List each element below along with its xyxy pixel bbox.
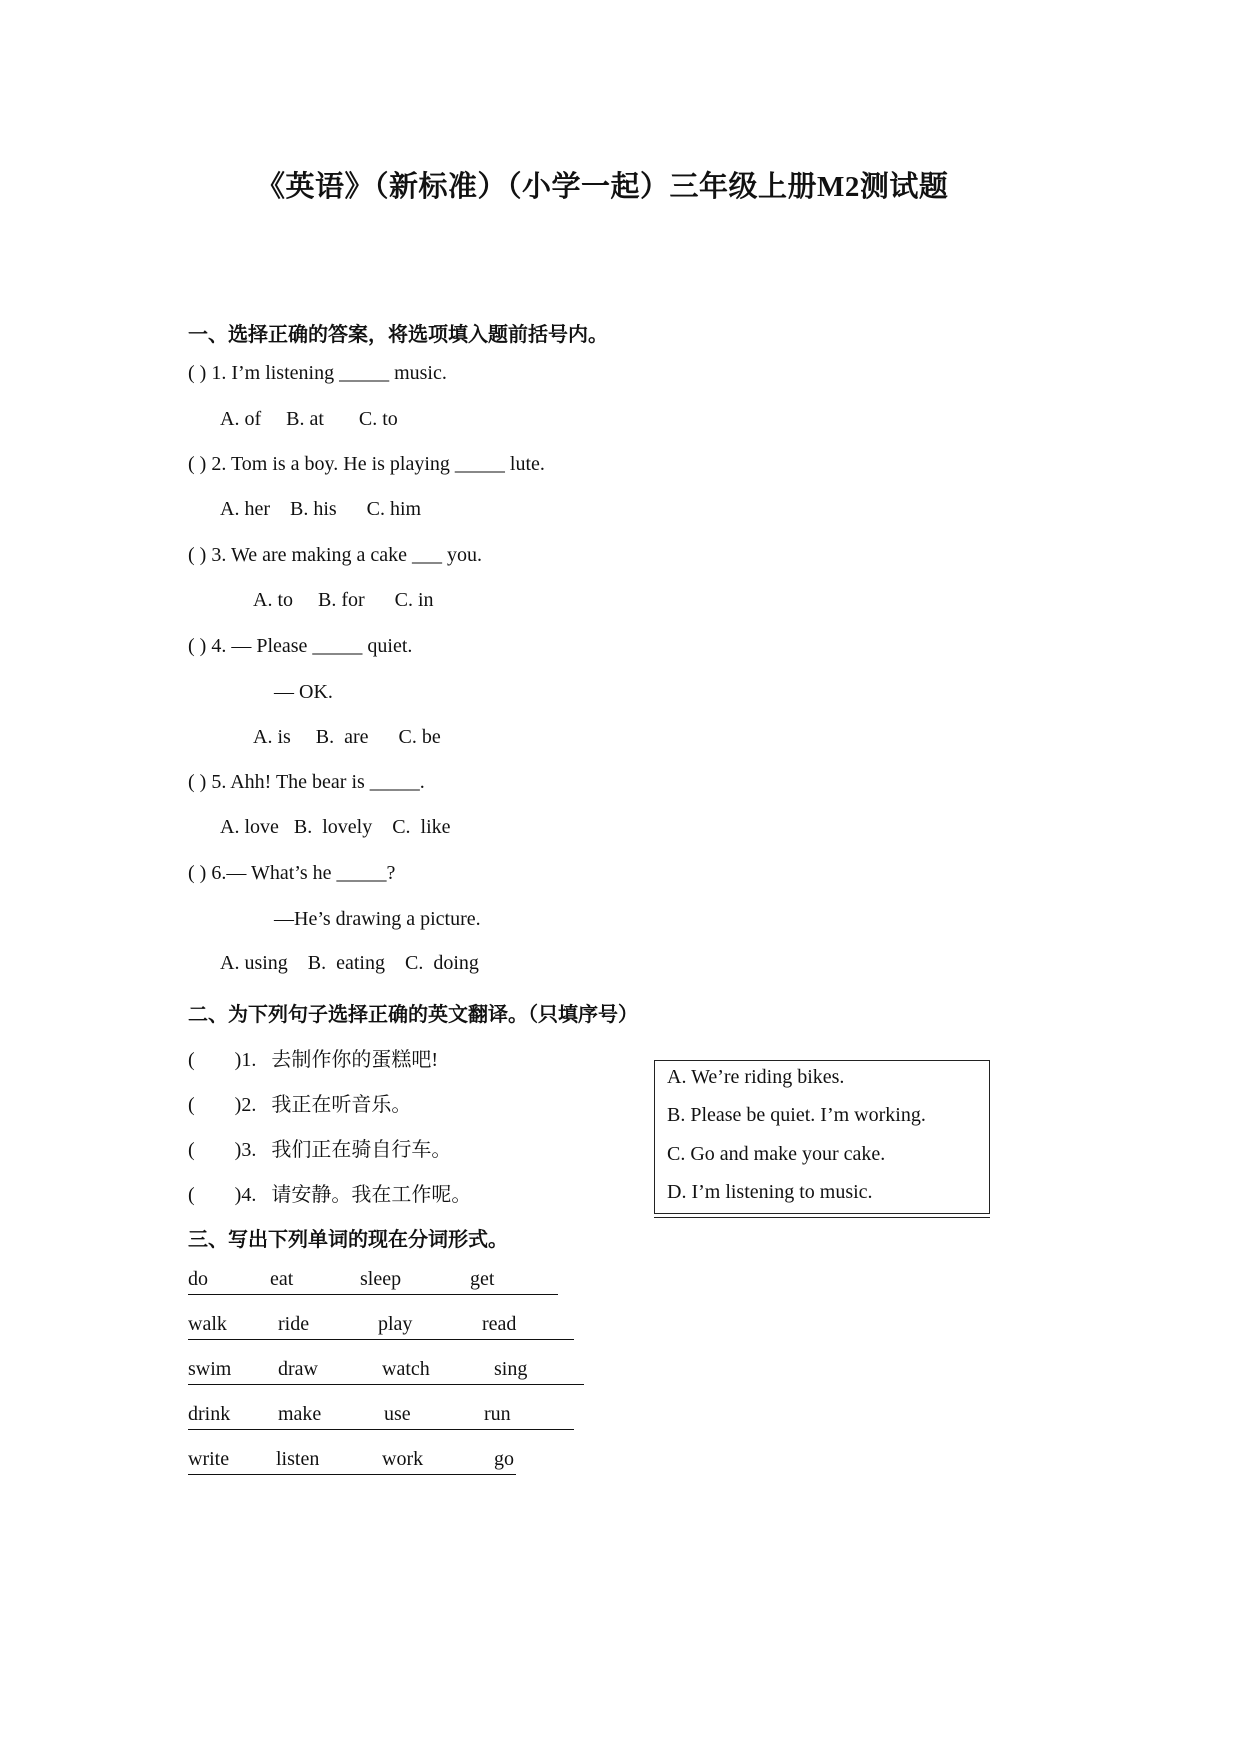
word: write — [188, 1448, 230, 1470]
answer-option-a: A. We’re riding bikes. — [667, 1066, 845, 1088]
word: sleep — [360, 1268, 402, 1290]
question-4-options: A. is B. are C. be — [253, 726, 441, 748]
word: eat — [270, 1268, 294, 1290]
question-4-reply: — OK. — [274, 681, 333, 703]
word: go — [494, 1448, 514, 1470]
word: do — [188, 1268, 208, 1290]
word: swim — [188, 1358, 232, 1380]
answer-options-box — [654, 1060, 990, 1214]
question-4: ( ) 4. — Please _____ quiet. — [188, 635, 413, 657]
answer-option-c: C. Go and make your cake. — [667, 1143, 886, 1165]
answer-option-b: B. Please be quiet. I’m working. — [667, 1104, 926, 1126]
question-3: ( ) 3. We are making a cake ___ you. — [188, 544, 483, 566]
question-1: ( ) 1. I’m listening _____ music. — [188, 362, 447, 384]
question-2-options: A. her B. his C. him — [220, 498, 422, 520]
answer-blank-line[interactable] — [188, 1339, 574, 1340]
word: ride — [278, 1313, 310, 1335]
word: sing — [494, 1358, 528, 1380]
word: watch — [382, 1358, 430, 1380]
word: get — [470, 1268, 495, 1290]
word: run — [484, 1403, 511, 1425]
section-1-heading: 一、选择正确的答案，将选项填入题前括号内。 — [188, 324, 608, 346]
word: work — [382, 1448, 424, 1470]
question-6: ( ) 6.— What’s he _____? — [188, 862, 396, 884]
question-6-reply: —He’s drawing a picture. — [274, 908, 481, 930]
word: make — [278, 1403, 322, 1425]
translation-item: ( )4. 请安静。我在工作呢。 — [188, 1184, 472, 1206]
word: walk — [188, 1313, 227, 1335]
question-5-options: A. love B. lovely C. like — [220, 816, 451, 838]
word: play — [378, 1313, 413, 1335]
section-3-heading: 三、写出下列单词的现在分词形式。 — [188, 1229, 508, 1251]
question-2: ( ) 2. Tom is a boy. He is playing _____ lute. — [188, 453, 545, 475]
word: listen — [276, 1448, 320, 1470]
word: use — [384, 1403, 411, 1425]
word: drink — [188, 1403, 231, 1425]
box-double-line — [654, 1217, 990, 1218]
translation-item: ( )3. 我们正在骑自行车。 — [188, 1139, 452, 1161]
answer-blank-line[interactable] — [188, 1294, 558, 1295]
answer-blank-line[interactable] — [188, 1474, 516, 1475]
question-3-options: A. to B. for C. in — [253, 589, 434, 611]
answer-blank-line[interactable] — [188, 1384, 584, 1385]
answer-blank-line[interactable] — [188, 1429, 574, 1430]
page-title: 《英语》（新标准）（小学一起）三年级上册M2测试题 — [256, 171, 949, 203]
question-1-options: A. of B. at C. to — [220, 408, 398, 430]
translation-item: ( )2. 我正在听音乐。 — [188, 1094, 412, 1116]
question-6-options: A. using B. eating C. doing — [220, 952, 479, 974]
section-2-heading: 二、为下列句子选择正确的英文翻译。（只填序号） — [188, 1004, 638, 1026]
question-5: ( ) 5. Ahh! The bear is _____. — [188, 771, 425, 793]
answer-option-d: D. I’m listening to music. — [667, 1181, 873, 1203]
translation-item: ( )1. 去制作你的蛋糕吧! — [188, 1049, 438, 1071]
word: read — [482, 1313, 517, 1335]
word: draw — [278, 1358, 318, 1380]
